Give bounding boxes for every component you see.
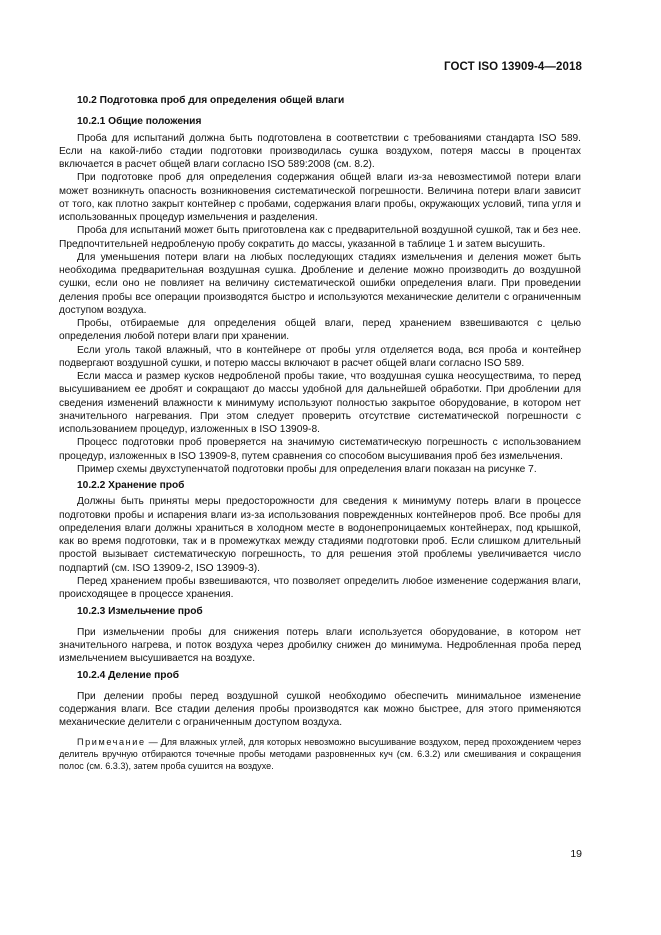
paragraph: При делении пробы перед воздушной сушкой необходимо обеспечить минимальное изменение содержания влаги. Все стадии деления пробы производятся как можно быстрее, для этого применяются механические делители с ограниченным доступом воздуха.	[59, 690, 581, 728]
paragraph: Пробы, отбираемые для определения общей влаги, перед хранением взвешиваются с целью определения любой потери влаги при хранении.	[59, 318, 581, 343]
standard-header: ГОСТ ISO 13909-4—2018	[444, 61, 582, 73]
subsection-heading-general: 10.2.1 Общие положения	[77, 116, 202, 128]
subsection-heading-grinding: 10.2.3 Измельчение проб	[77, 606, 203, 618]
paragraph: Если масса и размер кусков недробленой пробы такие, что воздушная сушка неосуществима, то перед высушиванием ее дробят и сокращают до массы удобной для дальнейшей обработки. При дроблении для сведения изменений влажности к минимуму используют полностью закрытое оборудование, в котором нет значительного нагревания. При этом следует проверить отсутствие систематической погрешности с использованием процедур, изложенных в ISO 13909-8.	[59, 371, 581, 435]
subsection-heading-storage: 10.2.2 Хранение проб	[77, 480, 185, 491]
paragraph: Проба для испытаний может быть приготовлена как с предварительной воздушной сушкой, так и без нее. Предпочтительней недробленую пробу сократить до массы, указанной в таблице 1 и затем высушить.	[59, 225, 581, 250]
paragraph: Для уменьшения потери влаги на любых последующих стадиях измельчения и деления может быть необходима предварительная воздушная сушка. Дробление и деление можно производить до воздушной сушки, если оно не повлияет на величину систематической ошибки определения влаги. При проведении деления пробы все операции производятся быстро и используются механические делители с ограниченным доступом воздуха.	[59, 251, 581, 316]
note-text: — Для влажных углей, для которых невозможно высушивание воздухом, перед прохождением через делитель вручную отбираются точечные пробы методами разровненных куч (см. 6.3.2) или смешивания и сокращения полос (см. 6.3.3), затем проба сушится на воздухе.	[59, 737, 581, 772]
paragraph: Проба для испытаний должна быть подготовлена в соответствии с требованиями стандарта ISO 589. Если на какой-либо стадии подготовки производилась сушка воздухом, потеря массы в процентах включается в расчет общей влаги согласно ISO 589:2008 (см. 8.2).	[59, 132, 581, 170]
note	[59, 736, 581, 772]
paragraph: При подготовке проб для определения содержания общей влаги из-за невозместимой потери влаги может возникнуть опасность возникновения систематической погрешности. Величина потери влаги зависит от того, как плотно закрыт контейнер с пробами, содержания влаги пробы, окружающих условий, типа угля и использованных процедур измельчения и разделения.	[59, 172, 581, 223]
document-body	[59, 94, 581, 772]
paragraph: При измельчении пробы для снижения потерь влаги используется оборудование, в котором нет значительного нагрева, и поток воздуха через дробилку снижен до минимума. Недробленная проба перед измельчением высушивается на воздухе.	[59, 626, 581, 664]
paragraph: Пример схемы двухступенчатой подготовки пробы для определения влаги показан на рисунке 7.	[77, 463, 537, 475]
section-heading: 10.2 Подготовка проб для определения общей влаги	[77, 95, 345, 106]
paragraph: Перед хранением пробы взвешиваются, что позволяет определить любое изменение содержания влаги, происходящее в процессе хранения.	[59, 575, 581, 600]
paragraph: Должны быть приняты меры предосторожности для сведения к минимуму потерь влаги в процессе подготовки пробы и испарения влаги из-за использования поврежденных контейнеров проб. Все пробы для определения влаги должны храниться в холодном месте в водонепроницаемых контейнерах, под крышкой, как во время подготовки, так и в промежутках между стадиями подготовки проб. Если слишком длительный простой вызывает систематическую погрешность, то для решения этой проблемы увеличивается число подпартий (см. ISO 13909-2, ISO 13909-3).	[59, 496, 581, 574]
note-label: Примечание	[77, 737, 146, 748]
page-number: 19	[570, 848, 582, 860]
paragraph: Процесс подготовки проб проверяется на значимую систематическую погрешность с использованием процедур, изложенных в ISO 13909-8, путем сравнения со способом высушивания проб без измельчения.	[59, 437, 581, 462]
paragraph: Если уголь такой влажный, что в контейнере от пробы угля отделяется вода, вся проба и контейнер подвергают воздушной сушки, и потерю массы включают в расчет общей влаги согласно ISO 589.	[59, 344, 581, 369]
subsection-heading-division: 10.2.4 Деление проб	[77, 670, 180, 682]
